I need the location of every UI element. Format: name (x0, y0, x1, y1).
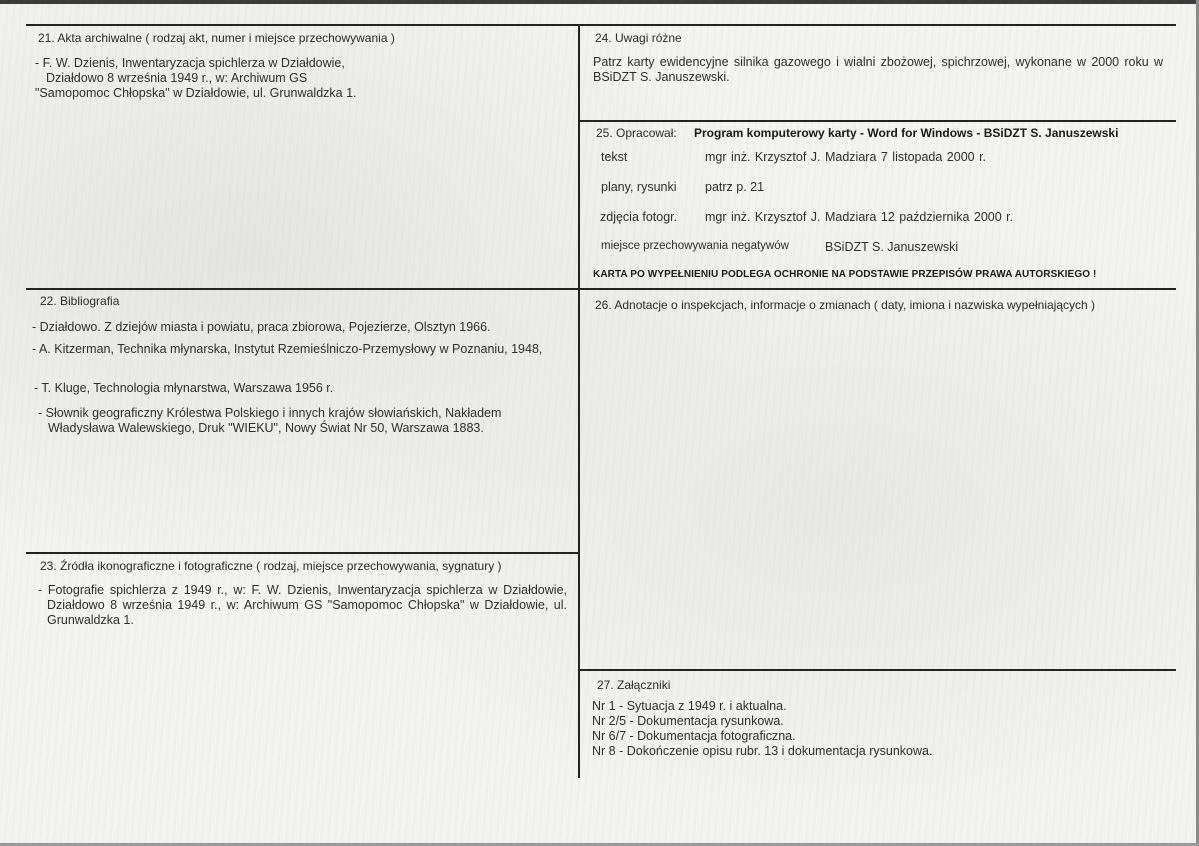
author-row-text-label: tekst (601, 150, 628, 164)
author-row-photos-value: mgr inż. Krzysztof J. Madziara 12 października 2000 r. (705, 210, 1014, 224)
copyright-warning: KARTA PO WYPEŁNIENIU PODLEGA OCHRONIE NA PODSTAWIE PRZEPISÓW PRAWA AUTORSKIEGO ! (593, 269, 1097, 280)
section-21-line-1: - F. W. Dzienis, Inwentaryzacja spichlerza w Działdowie, (35, 56, 345, 70)
section-24-title: 24. Uwagi różne (595, 31, 682, 45)
section-27-title: 27. Załączniki (597, 678, 671, 692)
author-row-drawings-label: plany, rysunki (601, 180, 677, 194)
bibliography-item-3: - T. Kluge, Technologia młynarstwa, Warszawa 1956 r. (34, 381, 334, 395)
rule-22-top (26, 288, 1176, 290)
section-21-line-2: Działdowo 8 września 1949 r., w: Archiwum GS (46, 71, 308, 85)
rule-23-top (26, 552, 579, 554)
section-21 (38, 31, 558, 45)
attachment-item-3: Nr 6/7 - Dokumentacja fotograficzna. (592, 729, 796, 743)
section-22-title: 22. Bibliografia (40, 294, 120, 308)
rule-27-top (579, 669, 1176, 671)
section-21-title: 21. Akta archiwalne ( rodzaj akt, numer i miejsce przechowywania ) (38, 31, 395, 45)
attachment-item-1: Nr 1 - Sytuacja z 1949 r. i aktualna. (592, 699, 787, 713)
attachment-item-4: Nr 8 - Dokończenie opisu rubr. 13 i dokumentacja rysunkowa. (592, 744, 933, 758)
bibliography-item-1: - Działdowo. Z dziejów miasta i powiatu, praca zbiorowa, Pojezierze, Olsztyn 1966. (32, 320, 491, 334)
section-25-program: Program komputerowy karty - Word for Windows - BSiDZT S. Januszewski (694, 126, 1119, 140)
section-24-text: Patrz karty ewidencyjne silnika gazowego i wialni zbożowej, spichrzowej, wykonane w 2000 roku w BSiDZT S. Januszewski. (593, 55, 1163, 84)
author-row-negatives-value: BSiDZT S. Januszewski (825, 240, 959, 254)
bibliography-item-4: - Słownik geograficzny Królestwa Polskiego i innych krajów słowiańskich, Nakładem Władysława Walewskiego, Druk "WIEKU", Nowy Świat Nr 50, Warszawa 1883. (38, 406, 502, 435)
top-edge (0, 0, 1199, 4)
attachment-item-2: Nr 2/5 - Dokumentacja rysunkowa. (592, 714, 784, 728)
rule-top (26, 24, 1176, 26)
bibliography-item-2: - A. Kitzerman, Technika młynarska, Instytut Rzemieślniczo-Przemysłowy w Poznaniu, 1948, (32, 342, 543, 356)
author-row-text-value: mgr inż. Krzysztof J. Madziara 7 listopada 2000 r. (705, 150, 987, 164)
author-row-negatives-label: miejsce przechowywania negatywów (601, 240, 789, 252)
section-23-title: 23. Źródła ikonograficzne i fotograficzne ( rodzaj, miejsce przechowywania, sygnatury ) (40, 559, 502, 573)
rule-center (578, 24, 580, 778)
section-23-text: - Fotografie spichlerza z 1949 r., w: F. W. Dzienis, Inwentaryzacja spichlerza w Działdowie, Działdowo 8 września 1949 r., w: Archiwum GS "Samopomoc Chłopska" w Działdowie, ul. Grunwaldzka 1. (38, 583, 567, 627)
author-row-photos-label: zdjęcia fotogr. (600, 210, 678, 224)
section-21-line-3: "Samopomoc Chłopska" w Działdowie, ul. Grunwaldzka 1. (35, 86, 357, 100)
section-25-title: 25. Opracował: (596, 126, 677, 140)
author-row-drawings-value: patrz p. 21 (705, 180, 765, 194)
section-26-title: 26. Adnotacje o inspekcjach, informacje o zmianach ( daty, imiona i nazwiska wypełniających ) (595, 298, 1096, 312)
rule-right-24-25 (579, 120, 1176, 122)
